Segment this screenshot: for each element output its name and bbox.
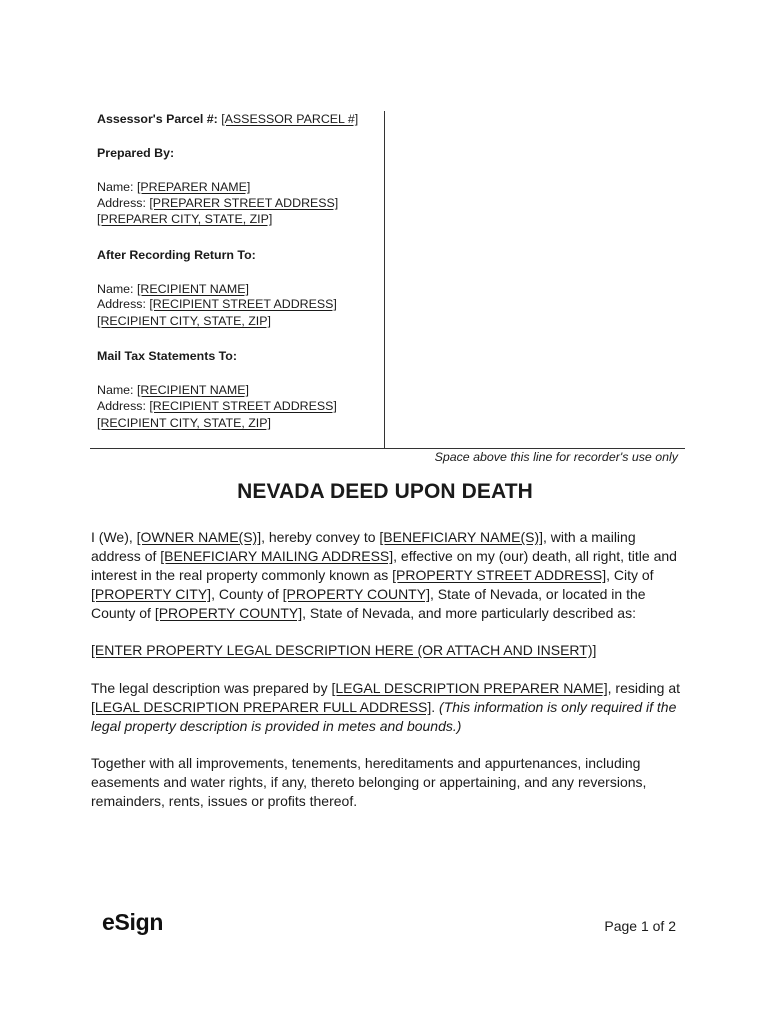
text-run: , County of [211, 586, 283, 602]
preparer-name-line [97, 179, 250, 195]
return-city-line [97, 313, 271, 329]
legal-preparer-paragraph [91, 679, 681, 736]
text-run: , City of [606, 567, 654, 583]
text-run: , with a mailing address of [91, 529, 636, 564]
preparer-city-line [97, 211, 272, 227]
recorder-vertical-divider [384, 111, 385, 448]
tax-address-line [97, 398, 337, 414]
legal-description-paragraph [91, 641, 681, 660]
preparer-address-label: Address: [97, 196, 146, 210]
parcel-label: Assessor's Parcel #: [97, 112, 218, 126]
text-run: The legal description was prepared by [91, 680, 332, 696]
property-city-placeholder: [PROPERTY CITY] [91, 586, 212, 602]
metes-bounds-note: (This information is only required if the legal property description is provided in metes and bounds.) [91, 699, 677, 734]
parcel-placeholder: [ASSESSOR PARCEL #] [221, 112, 359, 126]
return-address-label: Address: [97, 297, 146, 311]
conveyance-paragraph [91, 528, 681, 623]
return-city-placeholder: [RECIPIENT CITY, STATE, ZIP] [97, 314, 271, 328]
tax-city-line [97, 415, 271, 431]
text-run: . [431, 699, 440, 715]
preparer-name-label: Name: [97, 180, 134, 194]
text-run: , hereby convey to [261, 529, 380, 545]
preparer-address-placeholder: [PREPARER STREET ADDRESS] [149, 196, 339, 210]
tax-address-placeholder: [RECIPIENT STREET ADDRESS] [149, 399, 337, 413]
property-county-placeholder-2: [PROPERTY COUNTY] [154, 605, 303, 621]
tax-name-line [97, 382, 249, 398]
beneficiary-placeholder: [BENEFICIARY NAME(S)] [379, 529, 544, 545]
legal-preparer-name-placeholder: [LEGAL DESCRIPTION PREPARER NAME] [331, 680, 608, 696]
property-county-placeholder: [PROPERTY COUNTY] [282, 586, 430, 602]
appurtenances-paragraph: Together with all improvements, tenements, hereditaments and appurtenances, including easements and water rights, if any, thereto belonging or appertaining, and any reversions, remainders, rents, issues or profits thereof. [91, 755, 647, 809]
return-name-placeholder: [RECIPIENT NAME] [136, 282, 249, 296]
page-number: Page 1 of 2 [604, 918, 676, 934]
esign-logo: eSign [102, 909, 164, 935]
tax-name-label: Name: [97, 383, 134, 397]
preparer-city-placeholder: [PREPARER CITY, STATE, ZIP] [97, 212, 273, 226]
return-name-label: Name: [97, 282, 134, 296]
recording-header [97, 111, 383, 448]
return-address-line [97, 296, 337, 312]
tax-name-placeholder: [RECIPIENT NAME] [136, 383, 249, 397]
return-name-line [97, 281, 249, 297]
tax-label: Mail Tax Statements To: [97, 349, 237, 363]
recorder-note: Space above this line for recorder's use only [434, 450, 678, 464]
text-run: , effective on my (our) death, all right, title and interest in the real property commonly known as [91, 548, 677, 583]
preparer-address-line [97, 195, 338, 211]
prepared-by-label: Prepared By: [97, 146, 175, 160]
owner-placeholder: [OWNER NAME(S)] [136, 529, 262, 545]
return-to-label: After Recording Return To: [97, 248, 256, 262]
tax-address-label: Address: [97, 399, 146, 413]
property-street-placeholder: [PROPERTY STREET ADDRESS] [392, 567, 607, 583]
tax-city-placeholder: [RECIPIENT CITY, STATE, ZIP] [97, 416, 271, 430]
text-run: , State of Nevada, or located in the County of [91, 586, 646, 621]
legal-description-placeholder: [ENTER PROPERTY LEGAL DESCRIPTION HERE (OR ATTACH AND INSERT)] [91, 642, 597, 658]
text-run: , State of Nevada, and more particularly described as: [302, 605, 636, 621]
return-address-placeholder: [RECIPIENT STREET ADDRESS] [149, 297, 337, 311]
parcel-line [97, 111, 358, 127]
beneficiary-address-placeholder: [BENEFICIARY MAILING ADDRESS] [160, 548, 394, 564]
document-title: NEVADA DEED UPON DEATH [237, 480, 533, 503]
preparer-name-placeholder: [PREPARER NAME] [136, 180, 251, 194]
text-run: I (We), [91, 529, 137, 545]
legal-preparer-address-placeholder: [LEGAL DESCRIPTION PREPARER FULL ADDRESS] [91, 699, 432, 715]
text-run: , residing at [607, 680, 681, 696]
